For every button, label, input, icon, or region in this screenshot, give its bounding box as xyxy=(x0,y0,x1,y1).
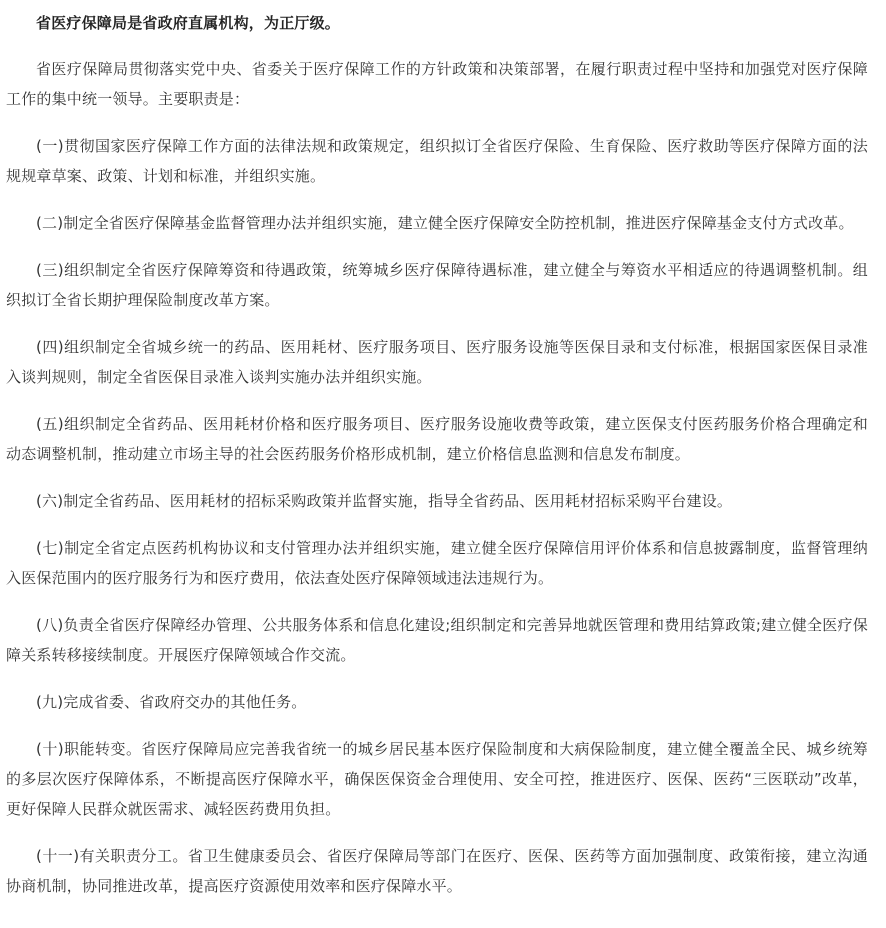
duty-paragraph-8: (八)负责全省医疗保障经办管理、公共服务体系和信息化建设;组织制定和完善异地就医管理和费用结算政策;建立健全医疗保障关系转移接续制度。开展医疗保障领域合作交流。 xyxy=(6,616,868,664)
duty-paragraph-1: (一)贯彻国家医疗保障工作方面的法律法规和政策规定，组织拟订全省医疗保险、生育保险、医疗救助等医疗保障方面的法规规章草案、政策、计划和标准，并组织实施。 xyxy=(6,137,868,185)
duty-paragraph-9: (九)完成省委、省政府交办的其他任务。 xyxy=(36,693,307,711)
document-title: 省医疗保障局是省政府直属机构，为正厅级。 xyxy=(36,14,341,32)
intro-paragraph: 省医疗保障局贯彻落实党中央、省委关于医疗保障工作的方针政策和决策部署，在履行职责过程中坚持和加强党对医疗保障工作的集中统一领导。主要职责是： xyxy=(6,60,868,108)
duty-paragraph-7: (七)制定全省定点医药机构协议和支付管理办法并组织实施，建立健全医疗保障信用评价体系和信息披露制度，监督管理纳入医保范围内的医疗服务行为和医疗费用，依法查处医疗保障领域违法违规行为。 xyxy=(6,539,868,587)
duty-paragraph-2: (二)制定全省医疗保障基金监督管理办法并组织实施，建立健全医疗保障安全防控机制，推进医疗保障基金支付方式改革。 xyxy=(36,214,854,232)
duty-paragraph-4: (四)组织制定全省城乡统一的药品、医用耗材、医疗服务项目、医疗服务设施等医保目录和支付标准，根据国家医保目录准入谈判规则，制定全省医保目录准入谈判实施办法并组织实施。 xyxy=(6,338,868,386)
duty-paragraph-11: (十一)有关职责分工。省卫生健康委员会、省医疗保障局等部门在医疗、医保、医药等方面加强制度、政策衔接，建立沟通协商机制，协同推进改革，提高医疗资源使用效率和医疗保障水平。 xyxy=(6,847,868,895)
duty-paragraph-10: (十)职能转变。省医疗保障局应完善我省统一的城乡居民基本医疗保险制度和大病保险制度，建立健全覆盖全民、城乡统筹的多层次医疗保障体系，不断提高医疗保障水平，确保医保资金合理使用、安全可控，推进医疗、医保、医药“三医联动”改革，更好保障人民群众就医需求、减轻医药费用负担。 xyxy=(6,740,868,818)
duty-paragraph-3: (三)组织制定全省医疗保障筹资和待遇政策，统筹城乡医疗保障待遇标准，建立健全与筹资水平相适应的待遇调整机制。组织拟订全省长期护理保险制度改革方案。 xyxy=(6,261,868,309)
duty-paragraph-5: (五)组织制定全省药品、医用耗材价格和医疗服务项目、医疗服务设施收费等政策，建立医保支付医药服务价格合理确定和动态调整机制，推动建立市场主导的社会医药服务价格形成机制，建立价格信息监测和信息发布制度。 xyxy=(6,415,868,463)
duty-paragraph-6: (六)制定全省药品、医用耗材的招标采购政策并监督实施，指导全省药品、医用耗材招标采购平台建设。 xyxy=(36,492,733,510)
